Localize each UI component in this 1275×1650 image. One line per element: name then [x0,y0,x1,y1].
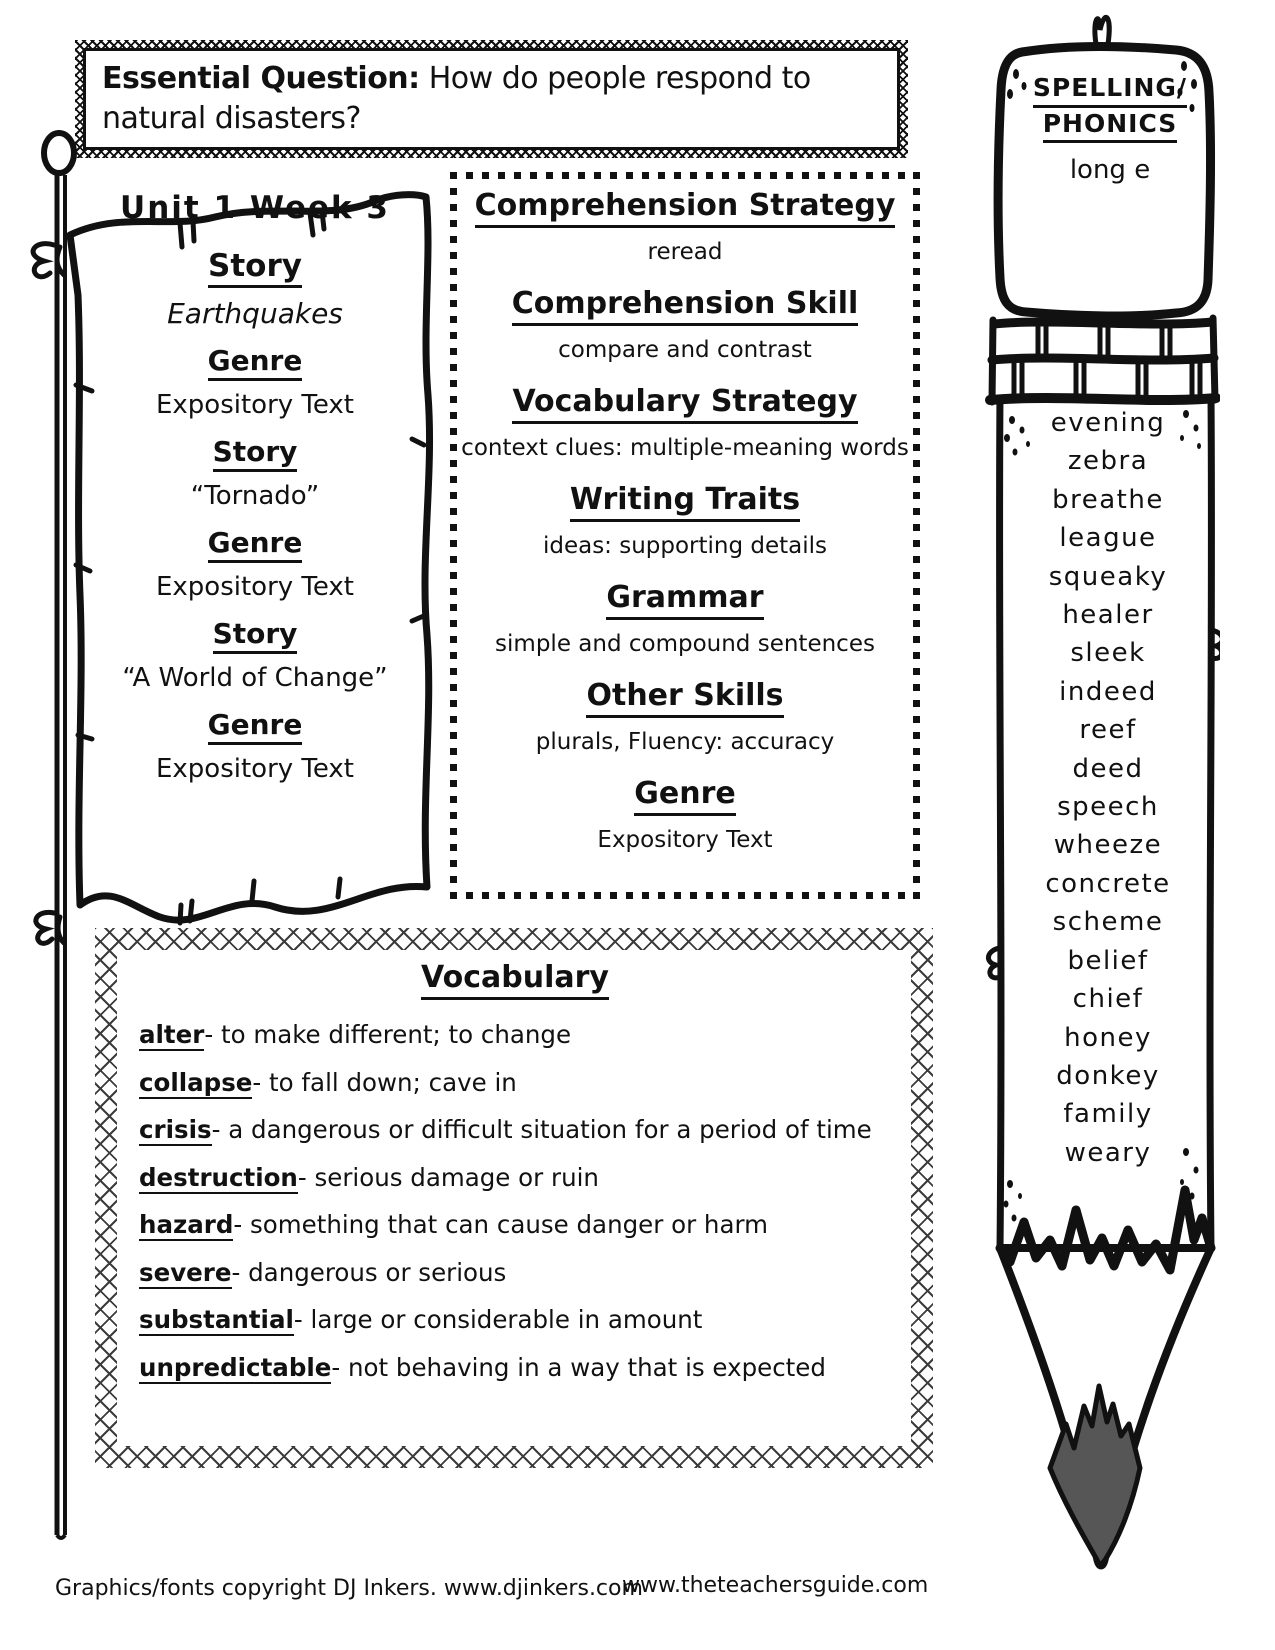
pencil-body-left-edge [1000,396,1001,1250]
vocabulary-definition: to fall down; cave in [261,1067,517,1097]
skill-section [450,776,920,853]
essential-question-part1: How do people respond to [428,61,811,96]
vocabulary-term: alter [139,1020,205,1049]
vocabulary-entry [139,1068,891,1099]
pencil-ferrule [990,318,1216,402]
skill-detail: context clues: multiple-meaning words [461,435,909,461]
skill-detail: reread [647,239,723,265]
unit-title: Unit 1 Week 3 [120,190,390,226]
skill-heading: Comprehension Strategy [450,188,920,228]
banner-section-heading: Genre [100,344,410,381]
vocabulary-box [95,928,933,1468]
essential-question-line1 [102,59,883,99]
spelling-word: speech [1057,792,1159,823]
skill-detail: simple and compound sentences [495,631,875,657]
skill-heading: Other Skills [450,678,920,718]
footer-copyright: Graphics/fonts copyright DJ Inkers. www.djinkers.com [55,1576,643,1601]
vocabulary-definition: a dangerous or difficult situation for a period of time [220,1115,872,1144]
vocabulary-term: collapse [139,1067,253,1097]
spelling-word: wheeze [1053,830,1163,861]
vocabulary-entry [139,1305,891,1336]
banner-section-heading: Genre [100,526,410,563]
pencil-top-tick [1095,17,1109,44]
banner-section-heading: Story [100,435,410,472]
spelling-word: indeed [1059,676,1157,707]
spelling-pattern-label: long e [1069,155,1151,185]
banner-section-text: Expository Text [155,753,355,784]
vocabulary-separator: - [297,1162,307,1192]
vocabulary-separator: - [331,1352,341,1382]
vocabulary-content [117,950,911,1446]
skill-section [450,286,920,363]
banner-section-heading: Story [100,248,410,288]
banner-section-heading: Genre [100,708,410,745]
vocabulary-definition: not behaving in a way that is expected [340,1352,826,1382]
skill-section [450,580,920,657]
spelling-word-list [1002,404,1214,1172]
spelling-title: SPELLING/ PHONICS [1010,72,1210,143]
spelling-word: healer [1062,600,1154,631]
flag-pole [44,133,74,1538]
vocabulary-entry [139,1020,891,1051]
banner-section-text: Expository Text [155,571,355,602]
vocabulary-definition: large or considerable in amount [302,1305,703,1334]
vocabulary-definition: dangerous or serious [240,1257,507,1287]
skill-section [450,678,920,755]
spelling-phonics-header [1010,72,1210,185]
vocabulary-term: severe [139,1257,232,1287]
skill-heading: Vocabulary Strategy [450,384,920,424]
banner-section-text: Expository Text [155,390,355,421]
spelling-word: family [1063,1099,1153,1130]
vocabulary-term: hazard [139,1210,234,1239]
banner-section [100,526,410,603]
skill-section [450,482,920,559]
skill-detail: ideas: supporting details [542,533,828,559]
vocabulary-separator: - [293,1305,303,1334]
spelling-word: sleek [1070,638,1146,669]
skill-section [450,384,920,461]
spelling-word: chief [1072,984,1144,1015]
essential-question-label: Essential Question: [102,61,420,96]
skill-heading: Writing Traits [450,482,920,522]
skill-detail: plurals, Fluency: accuracy [535,729,835,755]
vocabulary-term: unpredictable [139,1352,332,1382]
vocabulary-definition: something that can cause danger or harm [242,1210,768,1239]
spelling-word: belief [1067,945,1149,976]
spelling-word: breathe [1052,484,1164,515]
vocabulary-separator: - [231,1257,241,1287]
vocabulary-entry [139,1210,891,1241]
vocabulary-term: substantial [139,1305,294,1334]
vocabulary-entry [139,1115,891,1146]
spelling-word: scheme [1052,907,1164,938]
skill-detail: compare and contrast [558,337,812,363]
spelling-word: concrete [1045,868,1171,899]
vocabulary-term: destruction [139,1162,298,1192]
skill-heading: Comprehension Skill [450,286,920,326]
spelling-word: donkey [1056,1060,1160,1091]
skill-heading: Grammar [450,580,920,620]
banner-section-heading: Story [100,617,410,654]
spelling-word: squeaky [1048,561,1168,592]
vocabulary-term: crisis [139,1115,212,1144]
essential-question-line2: natural disasters? [102,100,361,136]
spelling-word: zebra [1067,446,1149,477]
vocabulary-definition: to make different; to change [213,1020,572,1049]
vocabulary-entry [139,1258,891,1289]
skill-detail: Expository Text [597,827,773,853]
banner-section [100,248,410,330]
vocabulary-separator: - [204,1020,214,1049]
vocabulary-separator: - [252,1067,262,1097]
flag-bow-bottom [36,912,64,943]
skills-panel [450,172,920,899]
skill-heading: Genre [450,776,920,816]
unit-banner [100,190,410,799]
footer-site-url: www.theteachersguide.com [622,1573,929,1598]
spelling-word: weary [1064,1137,1152,1168]
spelling-word: league [1059,523,1157,554]
vocabulary-entry [139,1163,891,1194]
spelling-word: honey [1064,1022,1152,1053]
vocabulary-entry [139,1353,891,1384]
spelling-word: reef [1079,715,1137,746]
spelling-word: evening [1050,408,1166,438]
banner-section-text: “Tornado” [190,481,320,512]
skill-section [450,188,920,265]
vocabulary-separator: - [233,1210,243,1239]
vocabulary-separator: - [211,1115,221,1144]
banner-section [100,344,410,421]
banner-section [100,617,410,694]
banner-section [100,435,410,512]
flag-bow-top [33,244,64,277]
banner-section [100,708,410,785]
banner-section-text: “A World of Change” [122,662,388,693]
banner-section-text: Earthquakes [167,297,343,330]
vocabulary-definition: serious damage or ruin [306,1162,599,1192]
spelling-word: deed [1072,753,1144,784]
vocabulary-title: Vocabulary [139,960,891,1000]
